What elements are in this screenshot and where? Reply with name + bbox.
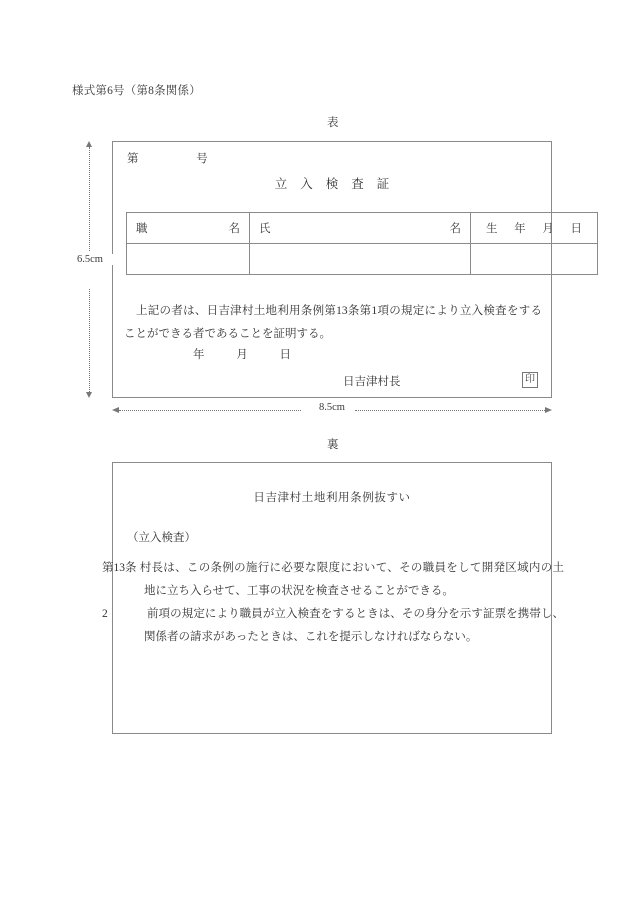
job-title-label-left: 職 [136,223,148,235]
number-prefix-label: 第 [127,153,139,165]
dimension-line-right [355,410,545,411]
height-dimension-label: 6.5cm [60,254,120,265]
header-cell-job-title [127,213,250,244]
article-13-clause-2-text: 前項の規定により職員が立入検査をするときは、その身分を示す証票を携帯し、関係者の請求があったときは、これを提示しなければならない。 [144,608,565,643]
birth-label-3: 月 [542,223,554,235]
header-cell-name [250,213,471,244]
article-13-label: 第13条 [102,562,137,574]
arrow-left-icon [112,407,119,413]
number-suffix-label: 号 [196,153,208,165]
back-card [102,462,565,734]
form-number-heading: 様式第6号（第8条関係） [72,85,201,97]
seal-stamp-box: 印 [522,372,538,388]
width-dimension-annotation [112,402,552,413]
width-dimension-label: 8.5cm [302,402,362,413]
article-13-text: 村長は、この条例の施行に必要な限度において、その職員をして開発区域内の土地に立ち入らせて、工事の状況を検査させることができる。 [139,562,565,597]
name-label-left: 氏 [259,223,271,235]
name-label-right: 名 [449,223,461,235]
dimension-line-bottom [89,289,90,392]
date-month-label: 月 [236,349,248,361]
ordinance-excerpt-title: 日吉津村土地利用条例抜すい [253,492,411,504]
table-value-row [127,244,598,275]
certificate-title: 立入検査証 [274,177,403,191]
certificate-number-line [127,150,208,166]
date-day-label: 日 [279,349,291,361]
birth-label-2: 年 [514,223,526,235]
article-13 [102,557,565,603]
birth-label-1: 生 [486,223,498,235]
certificate-body-text: 上記の者は、日吉津村土地利用条例第13条第1項の規定により立入検査をすることができる者であることを証明する。 [124,305,542,340]
article-13-clause-2 [102,603,565,649]
dimension-line-left [119,410,309,411]
signatory-name: 日吉津村長 [343,376,401,388]
section-heading-inspection: （立入検査） [127,532,196,544]
holder-info-table [126,212,598,275]
issue-date-line [193,346,291,362]
back-side-label: 裏 [327,439,339,451]
front-card [112,141,582,398]
birth-label-4: 日 [570,223,582,235]
dimension-line-top [89,147,90,251]
date-year-label: 年 [193,349,205,361]
value-cell-birth-date[interactable] [471,244,598,275]
value-cell-name[interactable] [250,244,471,275]
arrow-down-icon [86,392,92,398]
job-title-label-right: 名 [228,223,240,235]
arrow-right-icon [545,407,552,413]
header-cell-birth-date [471,213,598,244]
height-dimension-annotation [77,141,103,398]
article-13-clause-2-label: 2 [102,608,108,620]
value-cell-job-title[interactable] [127,244,250,275]
front-side-label: 表 [327,117,339,129]
table-header-row [127,213,598,244]
